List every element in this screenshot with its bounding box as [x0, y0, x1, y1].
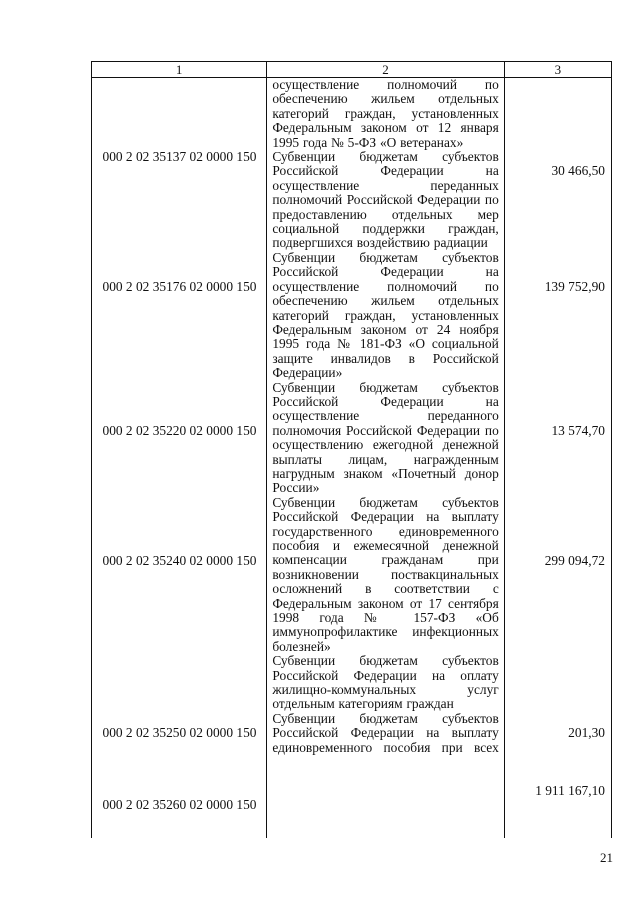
- row-code-1: 000 2 02 35137 02 0000 150: [102, 149, 257, 164]
- header-col-1: 1: [92, 62, 267, 78]
- row-text-3: Субвенции бюджетам субъектов Российской Федерации на осуществление переданного полномочия Российской Федерации по осуществлению ежегодной денежной выплаты лицам, награжденным нагрудным знаком «Почетный донор России»: [272, 379, 499, 496]
- row-value-0: 30 466,50: [551, 163, 605, 178]
- header-col-3: 3: [504, 62, 611, 78]
- description-column: [267, 78, 504, 839]
- row-code-3: 000 2 02 35220 02 0000 150: [102, 423, 257, 438]
- page-number: 21: [600, 850, 613, 865]
- row-text-4: Субвенции бюджетам субъектов Российской Федерации на выплату государственного единовременного пособия и ежемесячной денежной компенсации гражданам при возникновении поствакцинальных осложнений в соответствии с Федеральным законом от 17 сентября 1998 года № 157-ФЗ «Об иммунопрофилактике инфекционных болезней»: [272, 494, 499, 654]
- row-code-5: 000 2 02 35250 02 0000 150: [102, 725, 257, 740]
- row-value-3: 299 094,72: [544, 553, 605, 568]
- row-text-0: осуществление полномочий по обеспечению жильем отдельных категорий граждан, установленных Федеральным законом от 12 января 1995 года № 5-ФЗ «О ветеранах»: [272, 77, 499, 150]
- row-text-1: Субвенции бюджетам субъектов Российской Федерации на осуществление переданных полномочий Российской Федерации по предоставлению отдельных мер социальной поддержки граждан, подвергшихся воздействию радиации: [272, 149, 499, 251]
- row-text-5: Субвенции бюджетам субъектов Российской Федерации на оплату жилищно-коммунальных услуг отдельным категориям граждан: [272, 653, 499, 712]
- row-text-2: Субвенции бюджетам субъектов Российской Федерации на осуществление полномочий по обеспечению жильем отдельных категорий граждан, установленных Федеральным законом от 24 ноября 1995 года № 181-ФЗ «О социальной защите инвалидов в Российской Федерации»: [272, 249, 499, 381]
- row-value-5: 1 911 167,10: [535, 783, 605, 798]
- table-header-row: [92, 62, 612, 78]
- row-value-4: 201,30: [568, 725, 605, 740]
- row-value-1: 139 752,90: [544, 279, 605, 294]
- values-column: [504, 78, 611, 839]
- row-code-6: 000 2 02 35260 02 0000 150: [102, 797, 257, 812]
- row-text-6: Субвенции бюджетам субъектов Российской Федерации на выплату единовременного пособия при всех: [272, 710, 499, 755]
- header-col-2: 2: [267, 62, 504, 78]
- row-value-2: 13 574,70: [551, 423, 605, 438]
- codes-column: [92, 78, 267, 839]
- row-code-4: 000 2 02 35240 02 0000 150: [102, 553, 257, 568]
- table-body-row: [92, 78, 612, 839]
- budget-table: [91, 61, 612, 838]
- row-code-2: 000 2 02 35176 02 0000 150: [102, 279, 257, 294]
